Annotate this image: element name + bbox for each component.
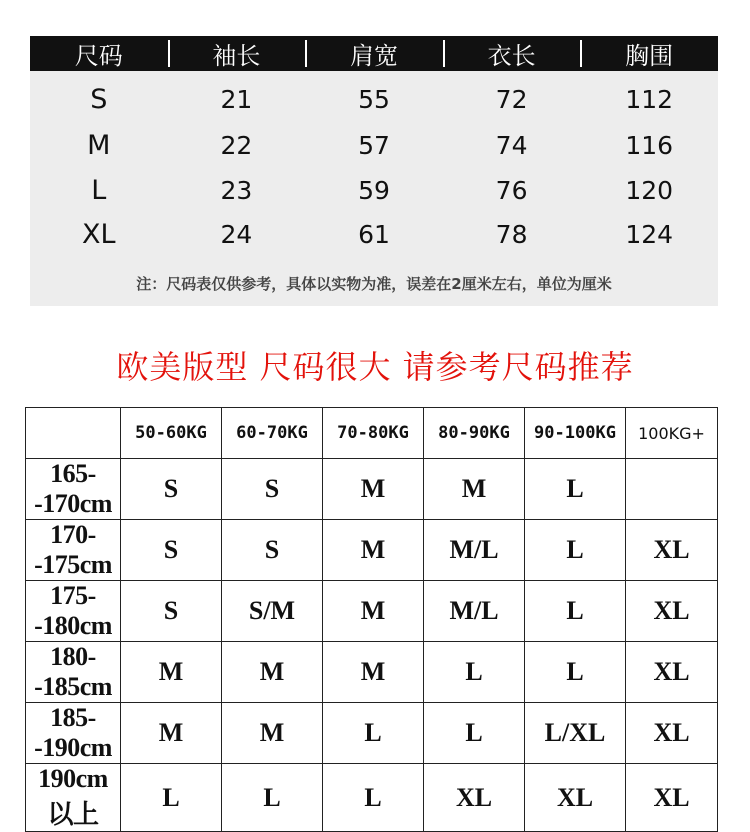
size-recommendation: L/XL bbox=[525, 703, 626, 764]
chest-cell: 116 bbox=[625, 130, 674, 160]
corner-cell bbox=[26, 408, 121, 459]
size-note: 注：尺码表仅供参考，具体以实物为准，误差在2厘米左右，单位为厘米 bbox=[136, 274, 612, 293]
length-cell: 76 bbox=[495, 175, 528, 205]
height-row bbox=[26, 764, 718, 832]
size-recommendation: XL bbox=[626, 764, 718, 832]
header-shoulder: 肩宽 bbox=[305, 36, 443, 71]
height-row bbox=[26, 703, 718, 764]
height-label: 185--190cm bbox=[26, 703, 121, 764]
size-recommendation: L bbox=[323, 764, 424, 832]
size-row bbox=[30, 167, 718, 213]
size-recommendation: M bbox=[424, 459, 525, 520]
height-row bbox=[26, 459, 718, 520]
length-cell: 74 bbox=[495, 130, 528, 160]
size-recommendation: M bbox=[222, 703, 323, 764]
size-recommendation: S bbox=[121, 459, 222, 520]
weight-header: 100KG+ bbox=[626, 408, 718, 459]
size-recommendation: M bbox=[222, 642, 323, 703]
height-label: 180--185cm bbox=[26, 642, 121, 703]
size-recommendation: L bbox=[525, 520, 626, 581]
size-recommendation: M/L bbox=[424, 520, 525, 581]
shoulder-cell: 57 bbox=[358, 130, 390, 160]
size-cell: M bbox=[87, 129, 111, 161]
size-row bbox=[30, 76, 718, 122]
size-recommendation: XL bbox=[626, 642, 718, 703]
size-recommendation: XL bbox=[525, 764, 626, 832]
size-recommendation: L bbox=[525, 581, 626, 642]
chest-cell: 120 bbox=[625, 175, 674, 205]
size-recommendation: L bbox=[525, 642, 626, 703]
size-cell: S bbox=[90, 83, 108, 115]
height-label: 170--175cm bbox=[26, 520, 121, 581]
height-row bbox=[26, 581, 718, 642]
size-recommendation: M bbox=[323, 642, 424, 703]
weight-header-row bbox=[26, 408, 718, 459]
size-recommendation: S bbox=[222, 459, 323, 520]
size-cell: XL bbox=[82, 218, 116, 250]
size-recommendation: M bbox=[323, 581, 424, 642]
weight-header: 60-70KG bbox=[222, 408, 323, 459]
sleeve-cell: 24 bbox=[220, 219, 253, 249]
size-recommendation: XL bbox=[626, 703, 718, 764]
chest-cell: 112 bbox=[625, 84, 674, 114]
shoulder-cell: 55 bbox=[358, 84, 390, 114]
weight-header: 90-100KG bbox=[525, 408, 626, 459]
size-recommendation: S bbox=[121, 520, 222, 581]
weight-header: 50-60KG bbox=[121, 408, 222, 459]
size-recommendation: S bbox=[121, 581, 222, 642]
size-recommendation: S bbox=[222, 520, 323, 581]
weight-header: 80-90KG bbox=[424, 408, 525, 459]
size-recommendation: M/L bbox=[424, 581, 525, 642]
weight-header: 70-80KG bbox=[323, 408, 424, 459]
sleeve-cell: 22 bbox=[220, 130, 253, 160]
height-label: 165--170cm bbox=[26, 459, 121, 520]
size-cell: L bbox=[91, 174, 107, 206]
size-row bbox=[30, 211, 718, 257]
length-cell: 78 bbox=[495, 219, 528, 249]
shoulder-cell: 59 bbox=[358, 175, 390, 205]
height-row bbox=[26, 520, 718, 581]
header-size: 尺码 bbox=[74, 42, 123, 70]
header-length: 衣长 bbox=[443, 36, 581, 71]
chest-cell: 124 bbox=[625, 219, 674, 249]
size-recommendation: XL bbox=[424, 764, 525, 832]
size-chart-header bbox=[30, 36, 718, 71]
size-recommendation: M bbox=[121, 703, 222, 764]
size-recommendation: S/M bbox=[222, 581, 323, 642]
length-cell: 72 bbox=[495, 84, 528, 114]
size-row bbox=[30, 122, 718, 168]
size-recommendation: M bbox=[323, 520, 424, 581]
size-recommendation bbox=[626, 459, 718, 520]
sleeve-cell: 21 bbox=[220, 84, 253, 114]
size-recommendation: L bbox=[222, 764, 323, 832]
size-recommendation-table bbox=[25, 407, 718, 832]
size-chart bbox=[30, 36, 718, 306]
header-chest: 胸围 bbox=[580, 36, 718, 71]
size-recommendation: L bbox=[323, 703, 424, 764]
size-recommendation: XL bbox=[626, 520, 718, 581]
size-recommendation: M bbox=[121, 642, 222, 703]
height-label: 190cm以上 bbox=[26, 764, 121, 832]
size-recommendation: M bbox=[323, 459, 424, 520]
size-recommendation: L bbox=[121, 764, 222, 832]
height-row bbox=[26, 642, 718, 703]
sleeve-cell: 23 bbox=[220, 175, 253, 205]
shoulder-cell: 61 bbox=[358, 219, 390, 249]
size-recommendation: L bbox=[525, 459, 626, 520]
size-recommendation: XL bbox=[626, 581, 718, 642]
size-recommendation: L bbox=[424, 703, 525, 764]
height-label: 175--180cm bbox=[26, 581, 121, 642]
fit-warning-headline: 欧美版型 尺码很大 请参考尺码推荐 bbox=[116, 348, 634, 386]
size-recommendation: L bbox=[424, 642, 525, 703]
header-sleeve: 袖长 bbox=[168, 36, 306, 71]
